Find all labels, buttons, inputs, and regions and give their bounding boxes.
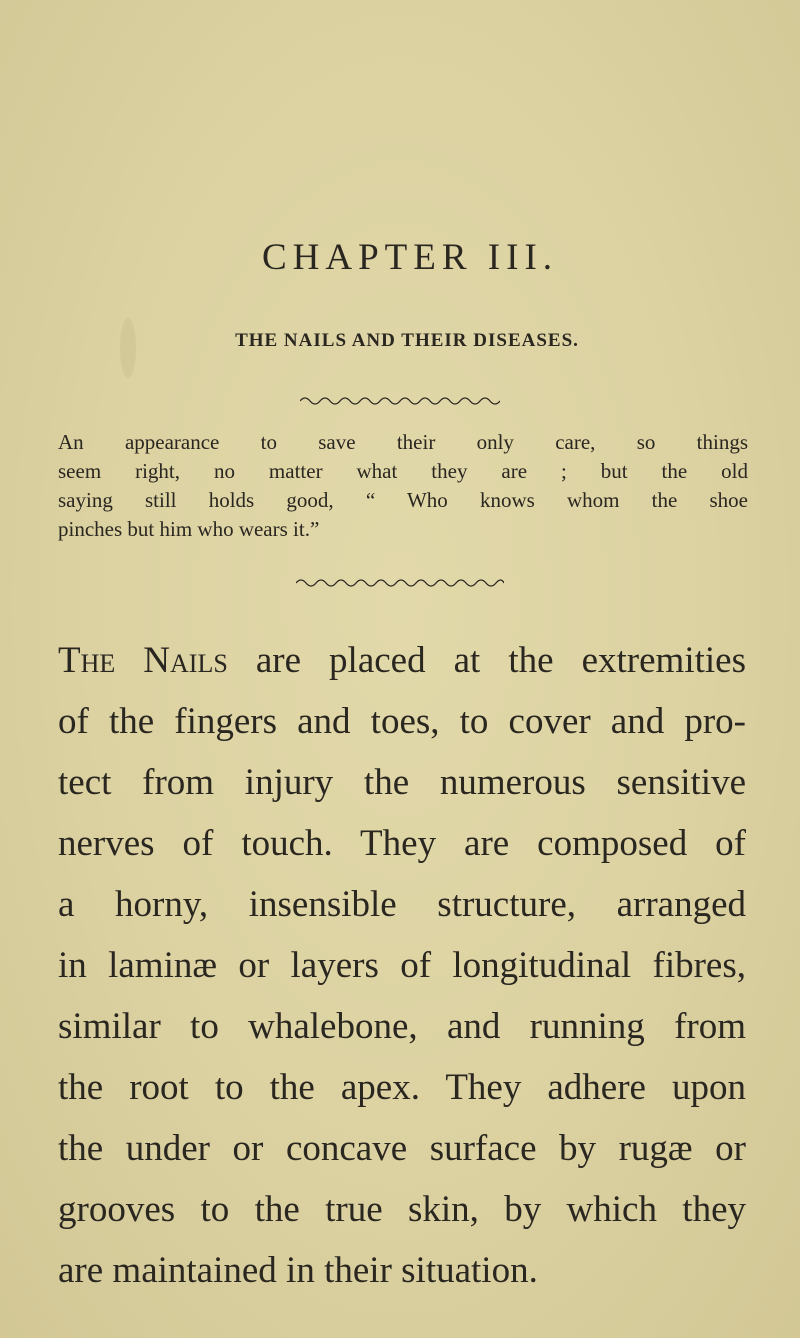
wavy-rule-ornament	[300, 394, 500, 408]
body-line: grooves to the true skin, by which they	[58, 1189, 746, 1230]
lead-words: The Nails	[58, 640, 228, 681]
epigraph-line: pinches but him who wears it.”	[58, 517, 320, 541]
body-line-first	[58, 630, 746, 691]
epigraph	[58, 428, 748, 544]
wavy-rule-ornament	[296, 576, 504, 590]
body-line: are maintained in their situation.	[58, 1250, 538, 1291]
epigraph-line: seem right, no matter what they are ; but the old	[58, 459, 748, 483]
epigraph-line: An appearance to save their only care, so things	[58, 430, 748, 454]
body-paragraph	[58, 630, 746, 1301]
body-line: similar to whalebone, and running from	[58, 1006, 746, 1047]
body-line: of the fingers and toes, to cover and pro-	[58, 701, 746, 742]
body-line: in laminæ or layers of longitudinal fibres,	[58, 945, 746, 986]
body-line: nerves of touch. They are composed of	[58, 823, 746, 864]
body-line: a horny, insensible structure, arranged	[58, 884, 746, 925]
chapter-subtitle: THE NAILS AND THEIR DISEASES.	[235, 330, 579, 351]
chapter-title: CHAPTER III.	[261, 237, 559, 278]
body-line: tect from injury the numerous sensitive	[58, 762, 746, 803]
body-line: the under or concave surface by rugæ or	[58, 1128, 746, 1169]
epigraph-line: saying still holds good, “ Who knows whom the shoe	[58, 488, 748, 512]
body-line-first-rest: are placed at the extremities	[227, 640, 746, 681]
body-line: the root to the apex. They adhere upon	[58, 1067, 746, 1108]
